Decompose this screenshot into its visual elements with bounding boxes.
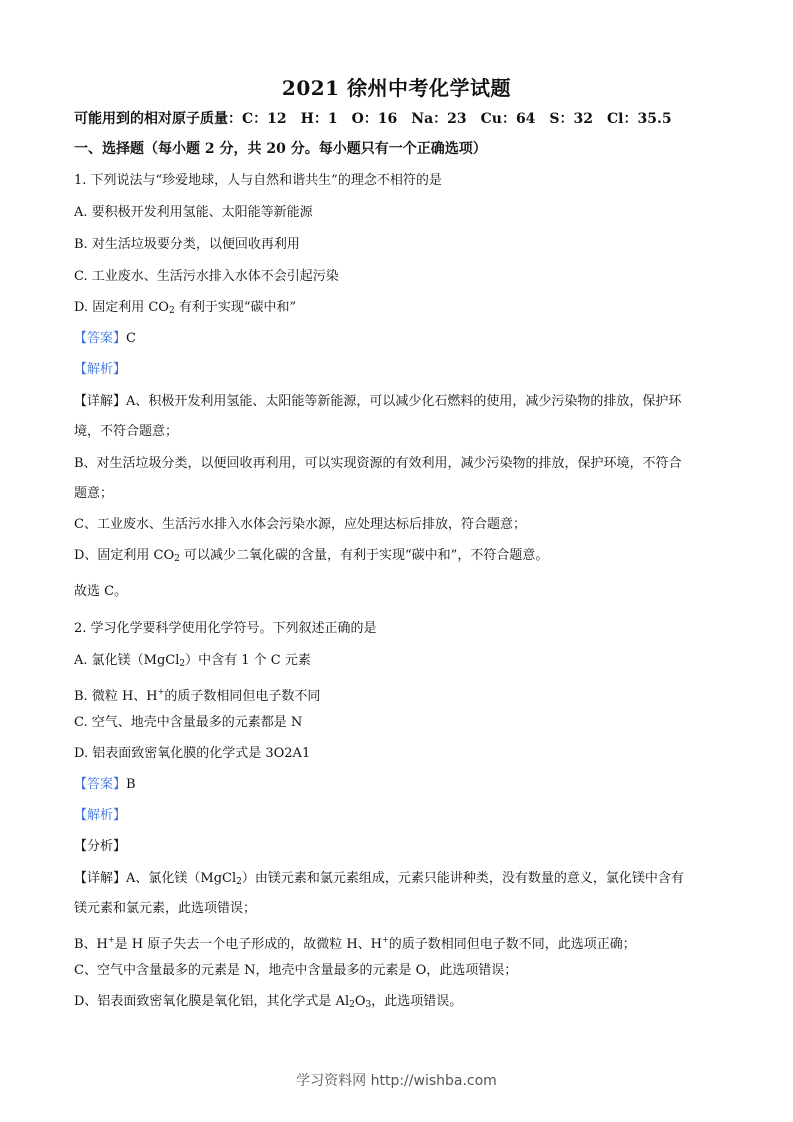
q2-analysis-tag: 【解析】 xyxy=(74,808,127,823)
q2-detail-c: C、空气中含量最多的元素是 N，地壳中含量最多的元素是 O，此选项错误； xyxy=(74,963,518,978)
q2-detail-a-line2: 镁元素和氯元素，此选项错误； xyxy=(74,901,257,916)
page-title: 2021 徐州中考化学试题 xyxy=(281,76,512,100)
answer-tag: 【答案】 xyxy=(74,777,127,792)
q2-answer: 【答案】B xyxy=(74,777,136,792)
q2-option-d: D. 铝表面致密氧化膜的化学式是 3O2A1 xyxy=(74,746,311,761)
q2-option-a: A. 氯化镁（MgCl$_2$）中含有 1 个 C 元素 xyxy=(74,653,311,669)
q1-option-b: B. 对生活垃圾要分类，以便回收再利用 xyxy=(74,237,300,252)
q2-option-b: B. 微粒 H、H+的质子数相同但电子数不同 xyxy=(74,687,321,704)
atomic-masses-line: 可能用到的相对原子质量：C：12 H：1 O：16 Na：23 Cu：64 S：32 Cl：35.5 xyxy=(74,111,672,127)
q2-fenxi-tag: 【分析】 xyxy=(74,839,127,854)
q1-detail-b-line2: 题意； xyxy=(74,486,114,501)
q1-detail-b-line1: B、对生活垃圾分类，以便回收再利用，可以实现资源的有效利用，减少污染物的排放，保护环境，不符合 xyxy=(74,456,682,471)
q1-option-d: D. 固定利用 $CO_2$ 有利于实现“碳中和” xyxy=(74,300,297,316)
q1-analysis-tag: 【解析】 xyxy=(74,362,127,377)
q2-detail-b: B、H+是 H 原子失去一个电子形成的，故微粒 H、H+的质子数相同但电子数不同，此选项正确； xyxy=(74,935,636,952)
q1-option-c: C. 工业废水、生活污水排入水体不会引起污染 xyxy=(74,269,339,284)
q2-option-c: C. 空气、地壳中含量最多的元素都是 N xyxy=(74,715,303,730)
q2-stem: 2. 学习化学要科学使用化学符号。下列叙述正确的是 xyxy=(74,621,377,636)
q2-detail-d: D、铝表面致密氧化膜是氧化铝，其化学式是 $Al_2O_3$，此选项错误。 xyxy=(74,994,463,1010)
q1-stem: 1. 下列说法与“珍爱地球，人与自然和谐共生”的理念不相符的是 xyxy=(74,173,442,188)
answer-tag: 【答案】 xyxy=(74,331,127,346)
q1-detail-a-line1: 【详解】A、积极开发利用氢能、太阳能等新能源，可以减少化石燃料的使用，减少污染物的排放，保护环 xyxy=(74,394,682,409)
footer-watermark: 学习资料网 http://wishba.com xyxy=(296,1073,497,1089)
q1-detail-c: C、工业废水、生活污水排入水体会污染水源，应处理达标后排放，符合题意； xyxy=(74,517,526,532)
q1-option-a: A. 要积极开发利用氢能、太阳能等新能源 xyxy=(74,205,313,220)
q1-answer: 【答案】C xyxy=(74,331,136,346)
q2-detail-a-line1: 【详解】A、氯化镁（MgCl$_2$）由镁元素和氯元素组成，元素只能讲种类，没有数量的意义，氯化镁中含有 xyxy=(74,871,684,887)
q1-detail-d: D、固定利用 $CO_2$ 可以减少二氧化碳的含量，有利于实现“碳中和”，不符合题意。 xyxy=(74,548,549,564)
q1-detail-a-line2: 境，不符合题意； xyxy=(74,424,179,439)
q1-conclusion: 故选 C。 xyxy=(74,584,128,599)
section-heading: 一、选择题（每小题 2 分，共 20 分。每小题只有一个正确选项） xyxy=(74,141,487,157)
